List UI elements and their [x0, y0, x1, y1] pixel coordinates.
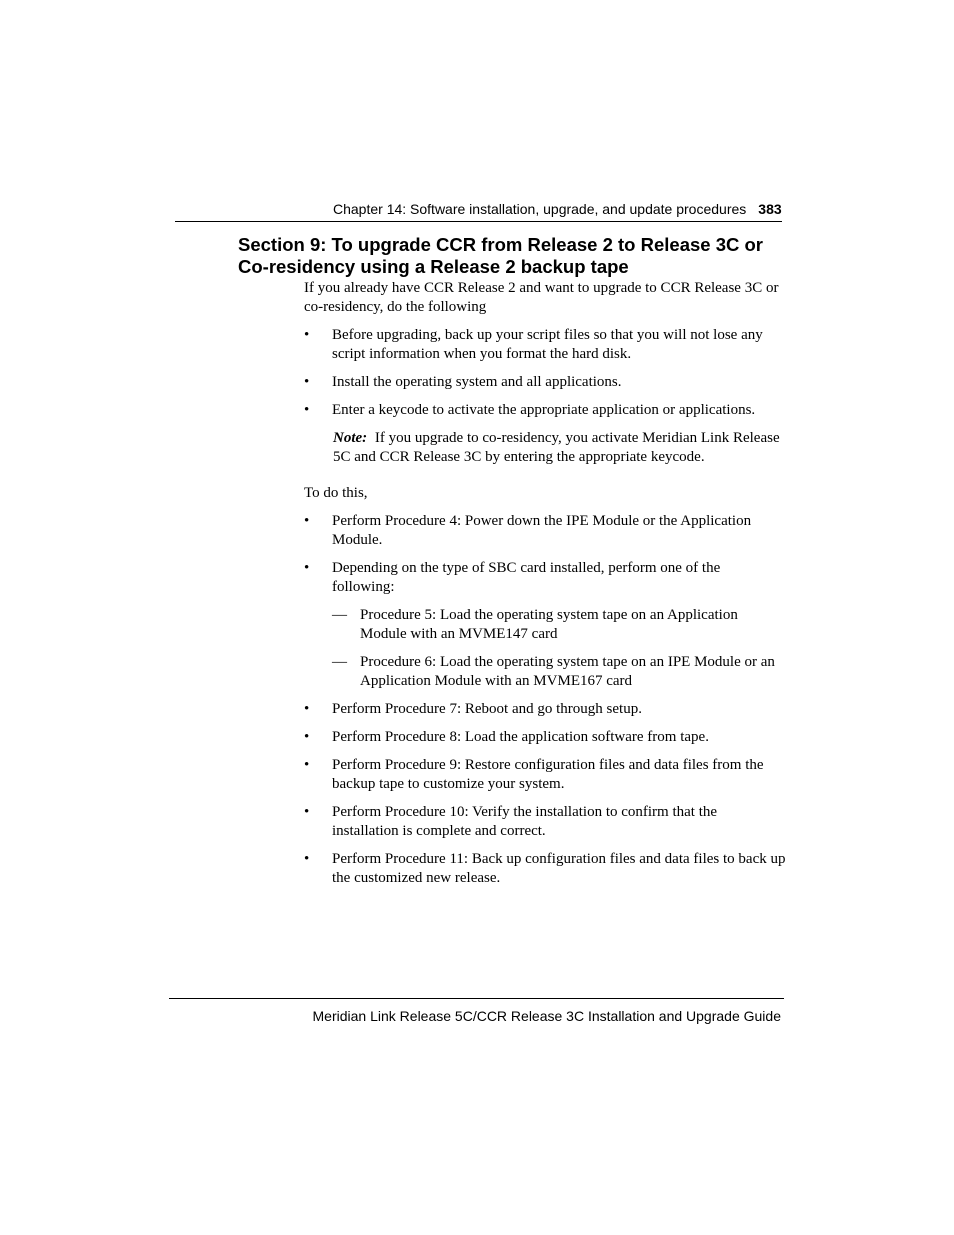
- page-number: 383: [758, 201, 782, 217]
- procedure-list: [304, 512, 786, 888]
- sub-list-item: — Procedure 5: Load the operating system tape on an Application Module with an MVME147 card: [332, 606, 786, 644]
- list-item: • Perform Procedure 7: Reboot and go through setup.: [304, 700, 786, 719]
- sbc-option-list: [332, 606, 786, 691]
- note: [304, 429, 786, 467]
- body-text: [304, 279, 786, 897]
- intro-paragraph: If you already have CCR Release 2 and want to upgrade to CCR Release 3C or co-residency, do the following: [304, 280, 779, 315]
- list-item: • Install the operating system and all applications.: [304, 373, 786, 392]
- list-item: • Perform Procedure 10: Verify the installation to confirm that the installation is complete and correct.: [304, 803, 786, 841]
- sub-list-item: — Procedure 6: Load the operating system tape on an IPE Module or an Application Module with an MVME167 card: [332, 653, 786, 691]
- list-item-text: Depending on the type of SBC card installed, perform one of the following:: [332, 560, 721, 595]
- section-title: Section 9: To upgrade CCR from Release 2 to Release 3C or Co-residency using a Release 2 backup tape: [238, 234, 763, 277]
- chapter-title: Chapter 14: Software installation, upgrade, and update procedures: [333, 201, 747, 217]
- running-header: [333, 200, 781, 218]
- list-item: • Perform Procedure 8: Load the application software from tape.: [304, 728, 786, 747]
- note-text: If you upgrade to co-residency, you activate Meridian Link Release 5C and CCR Release 3C by entering the appropriate keycode.: [333, 430, 780, 465]
- running-footer: Meridian Link Release 5C/CCR Release 3C Installation and Upgrade Guide: [312, 1008, 781, 1024]
- to-do-this-paragraph: To do this,: [304, 485, 368, 501]
- footer-rule: [169, 998, 784, 999]
- note-label: Note:: [333, 430, 368, 446]
- list-item: [304, 559, 786, 691]
- list-item: • Before upgrading, back up your script files so that you will not lose any script information when you format the hard disk.: [304, 326, 786, 364]
- list-item: • Perform Procedure 11: Back up configuration files and data files to back up the customized new release.: [304, 850, 786, 888]
- prerequisite-list: [304, 326, 786, 420]
- list-item: • Enter a keycode to activate the appropriate application or applications.: [304, 401, 786, 420]
- list-item: • Perform Procedure 4: Power down the IPE Module or the Application Module.: [304, 512, 786, 550]
- header-rule: [175, 221, 782, 222]
- list-item: • Perform Procedure 9: Restore configuration files and data files from the backup tape to customize your system.: [304, 756, 786, 794]
